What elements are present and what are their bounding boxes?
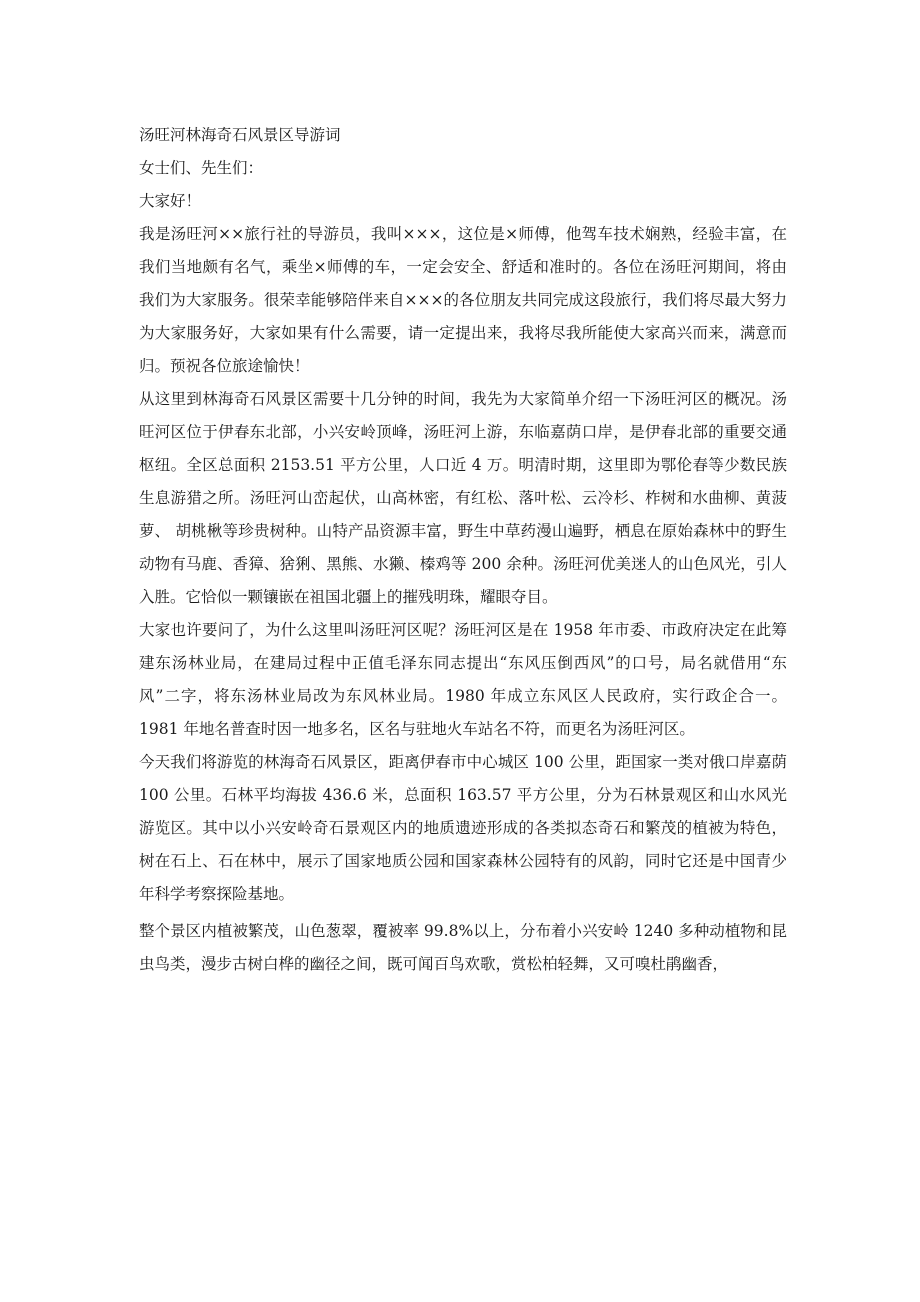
paragraph-vegetation: 整个景区内植被繁茂，山色葱翠，覆被率 99.8%以上，分布着小兴安岭 1240 多种动植物和昆虫鸟类，漫步古树白桦的幽径之间，既可闻百鸟欢歌，赏松柏轻舞，又可嗅杜鹃幽香， <box>139 922 787 973</box>
paragraph-scenic-area: 今天我们将游览的林海奇石风景区，距离伊春市中心城区 100 公里，距国家一类对俄口岸嘉荫 100 公里。石林平均海拔 436.6 米，总面积 163.57 平方公里，分为石林景观区和山水风光游览区。其中以小兴安岭奇石景观区内的地质遗迹形成的各类拟态奇石和繁茂的植被为特色，树在石上、石在林中，展示了国家地质公园和国家森林公园特有的风韵，同时它还是中国青少年科学考察探险基地。 <box>139 753 787 903</box>
document-title: 汤旺河林海奇石风景区导游词 <box>139 126 341 144</box>
paragraph-intro: 我是汤旺河××旅行社的导游员，我叫×××，这位是×师傅，他驾车技术娴熟，经验丰富，在我们当地颇有名气，乘坐×师傅的车，一定会安全、舒适和准时的。各位在汤旺河期间，将由我们为大家服务。很荣幸能够陪伴来自×××的各位朋友共同完成这段旅行，我们将尽最大努力为大家服务好，大家如果有什么需要，请一定提出来，我将尽我所能使大家高兴而来，满意而归。预祝各位旅途愉快！ <box>139 225 787 375</box>
paragraph-history: 大家也许要问了，为什么这里叫汤旺河区呢？汤旺河区是在 1958 年市委、市政府决定在此筹建东汤林业局，在建局过程中正值毛泽东同志提出“东风压倒西风”的口号，局名就借用“东风”二字，将东汤林业局改为东风林业局。1980 年成立东风区人民政府，实行政企合一。1981 年地名普查时因一地多名，区名与驻地火车站名不符，而更名为汤旺河区。 <box>139 621 787 738</box>
greeting: 女士们、先生们： <box>139 159 264 177</box>
salutation: 大家好！ <box>139 192 202 210</box>
document-body <box>139 119 787 981</box>
paragraph-overview: 从这里到林海奇石风景区需要十几分钟的时间，我先为大家简单介绍一下汤旺河区的概况。汤旺河区位于伊春东北部，小兴安岭顶峰，汤旺河上游，东临嘉荫口岸，是伊春北部的重要交通枢纽。全区总面积 2153.51 平方公里，人口近 4 万。明清时期，这里即为鄂伦春等少数民族生息游猎之所。汤旺河山峦起伏，山高林密，有红松、落叶松、云冷杉、柞树和水曲柳、黄菠萝、 胡桃楸等珍贵树种。山特产品资源丰富，野生中草药漫山遍野，栖息在原始森林中的野生动物有马鹿、香獐、猞猁、黑熊、水獭、榛鸡等 200 余种。汤旺河优美迷人的山色风光，引人入胜。它恰似一颗镶嵌在祖国北疆上的摧残明珠，耀眼夺目。 <box>139 390 787 606</box>
